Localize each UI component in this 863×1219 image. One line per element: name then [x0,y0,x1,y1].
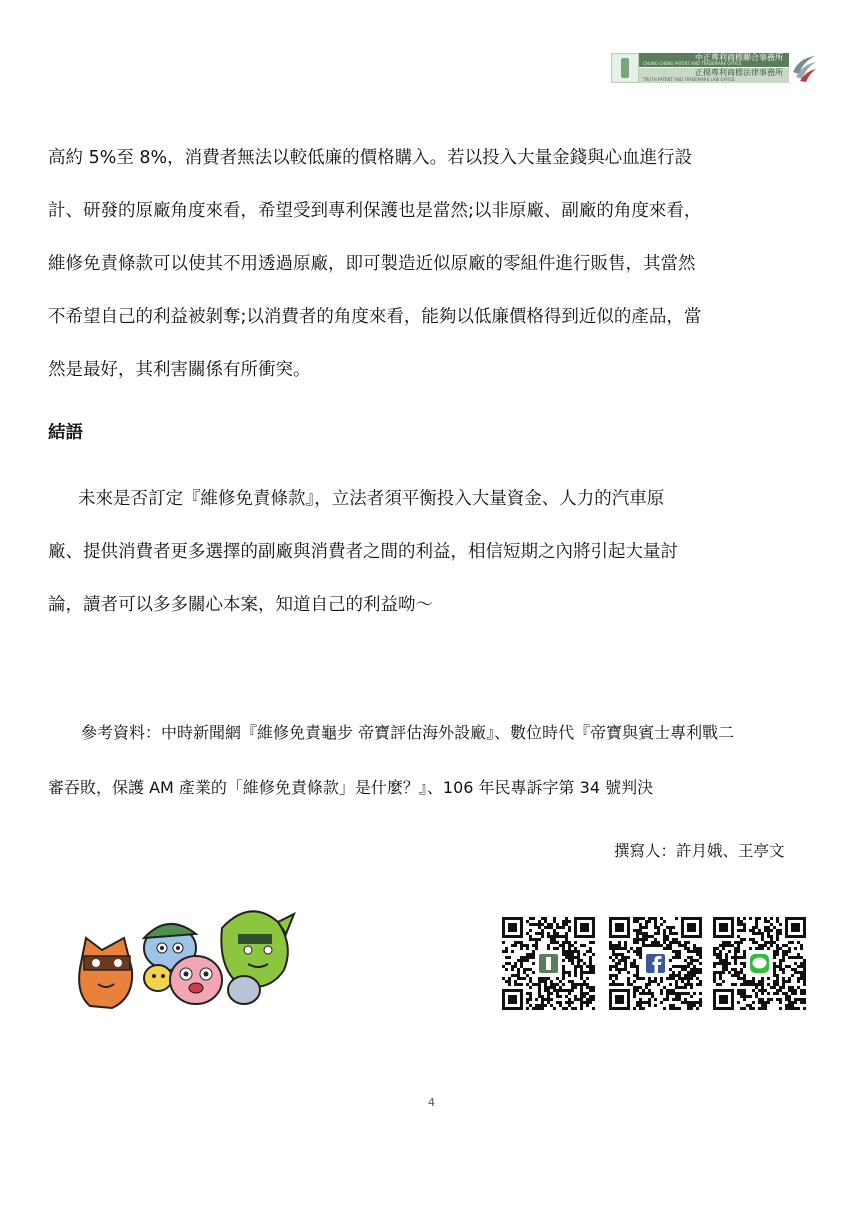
line-qr-icon [713,917,806,1010]
text-line: 然是最好，其利害關係有所衝突。 [48,360,311,380]
section-heading: 結語 [48,423,83,443]
paragraph-1 [48,146,823,411]
facebook-qr-icon [609,917,702,1010]
firm-sub-1: CHUNG CHENG PATENT AND TRADEMARK OFFICE [643,61,742,66]
firm-logo [611,52,816,84]
website-qr-icon [502,917,595,1010]
references [48,722,823,832]
text-line: 不希望自己的利益被剝奪;以消費者的角度來看，能夠以低廉價格得到近似的產品，當 [48,307,702,327]
text-line: 廠、提供消費者更多選擇的副廠與消費者之間的利益，相信短期之內將引起大量討 [48,542,678,562]
reference-line: 參考資料：中時新聞網『維修免責龜步 帝寶評估海外設廠』、數位時代『帝寶與賓士專利戰二 [81,723,735,742]
paragraph-2 [48,487,823,646]
swoosh-logo-icon [791,52,817,84]
firm-name-2: 正揚專利商標法律事務所 [695,68,783,77]
pink-mascot [170,956,222,1004]
mascots-illustration [72,898,300,1014]
reference-line: 審吞敗，保護 AM 產業的「維修免責條款」是什麼？』、106 年民專訴字第 34 號判決 [48,778,654,797]
text-line: 維修免責條款可以使其不用透過原廠，即可製造近似原廠的零組件進行販售，其當然 [48,254,696,274]
author-credit: 撰寫人：許月娥、王亭文 [614,842,785,860]
logo-mark-icon [611,53,639,83]
chick-mascot [144,965,172,991]
page-number: 4 [428,1096,435,1109]
tiger-mascot [79,938,132,1008]
text-line: 論，讀者可以多多關心本案，知道自己的利益呦～ [48,595,433,615]
text-line: 高約 5%至 8%，消費者無法以較低廉的價格購入。若以投入大量金錢與心血進行設 [48,148,693,168]
text-line: 未來是否訂定『維修免責條款』，立法者須平衡投入大量資金、人力的汽車原 [78,489,665,509]
firm-name-1: 中正專利商標聯合事務所 [695,53,783,62]
green-mascot [221,911,294,1004]
text-line: 計、研發的原廠角度來看，希望受到專利保護也是當然;以非原廠、副廠的角度來看， [48,201,702,221]
firm-sub-2: TRUTH PATENT AND TRADEMARK LAW OFFICE [643,77,735,82]
